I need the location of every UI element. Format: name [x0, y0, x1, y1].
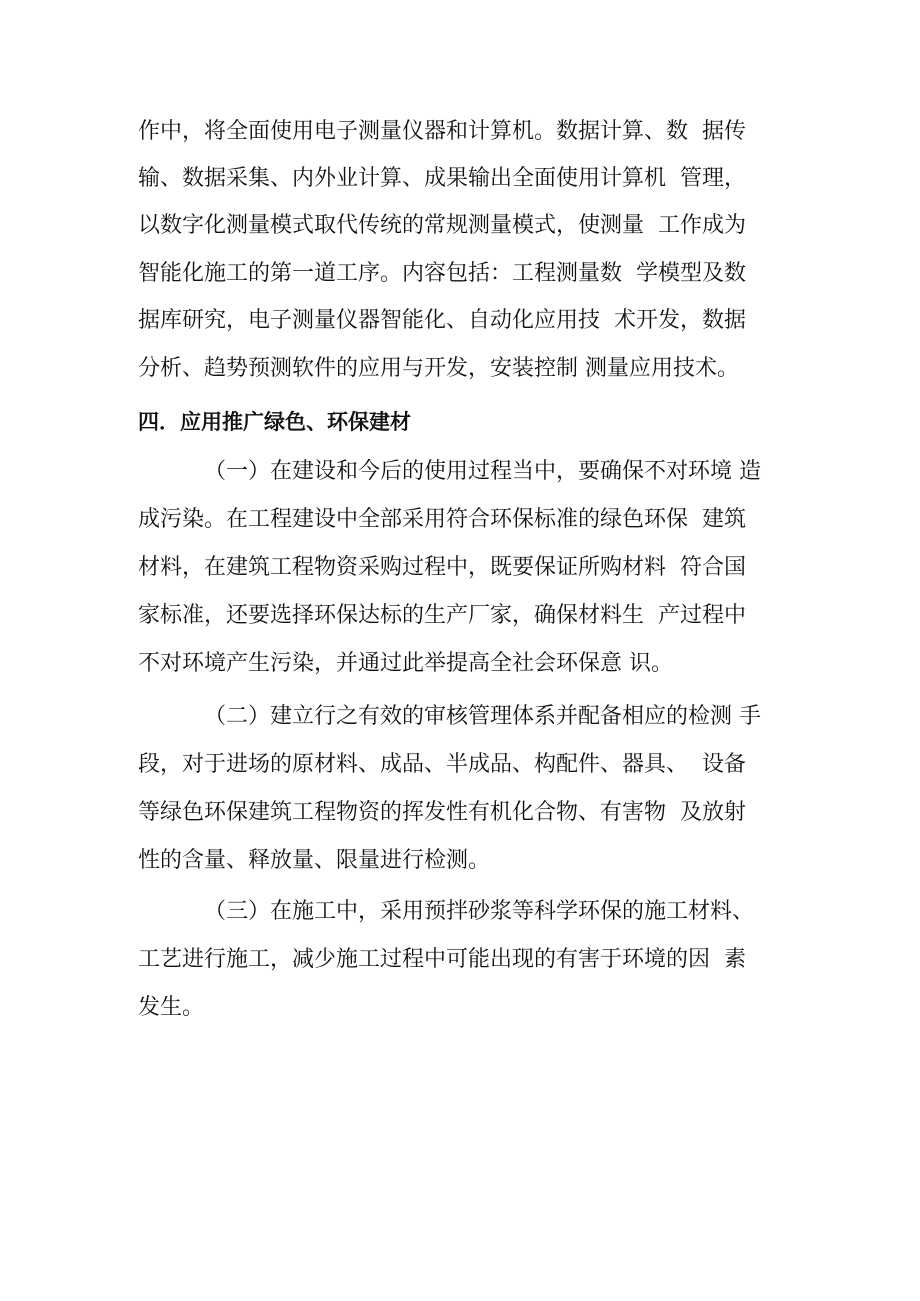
- body-line: 输、数据采集、内外业计算、成果输出全面使用计算机 管理，: [138, 166, 746, 191]
- paragraph-1-line: 家标准，还要选择环保达标的生产厂家，确保材料生 产过程中: [138, 603, 746, 628]
- paragraph-2-line: 等绿色环保建筑工程物资的挥发性有机化合物、有害物 及放射: [138, 800, 746, 825]
- paragraph-3-line: 发生。: [138, 995, 205, 1020]
- paragraph-3-line: 工艺进行施工，减少施工过程中可能出现的有害于环境的因 素: [138, 947, 746, 972]
- body-line: 分析、趋势预测软件的应用与开发，安装控制 测量应用技术。: [138, 356, 739, 381]
- section-heading: 四．应用推广绿色、环保建材: [138, 410, 411, 434]
- paragraph-2-line: （二）建立行之有效的审核管理体系并配备相应的检测 手: [204, 704, 761, 729]
- paragraph-3-line: （三）在施工中，采用预拌砂浆等科学环保的施工材料、: [204, 899, 755, 924]
- paragraph-2-line: 段，对于进场的原材料、成品、半成品、构配件、器具、 设备: [138, 752, 746, 777]
- body-line: 以数字化测量模式取代传统的常规测量模式，使测量 工作成为: [138, 213, 746, 238]
- body-line: 据库研究，电子测量仪器智能化、自动化应用技 术开发，数据: [138, 308, 746, 333]
- body-line: 智能化施工的第一道工序。内容包括：工程测量数 学模型及数: [138, 261, 746, 286]
- paragraph-1-line: （一）在建设和今后的使用过程当中，要确保不对环境 造: [204, 459, 761, 484]
- paragraph-1-line: 材料，在建筑工程物资采购过程中，既要保证所购材料 符合国: [138, 555, 746, 580]
- paragraph-1-line: 不对环境产生污染，并通过此举提高全社会环保意 识。: [138, 651, 673, 676]
- body-line: 作中，将全面使用电子测量仪器和计算机。数据计算、数 据传: [138, 119, 746, 144]
- paragraph-2-line: 性的含量、释放量、限量进行检测。: [138, 848, 491, 873]
- paragraph-1-line: 成污染。在工程建设中全部采用符合环保标准的绿色环保 建筑: [138, 507, 746, 532]
